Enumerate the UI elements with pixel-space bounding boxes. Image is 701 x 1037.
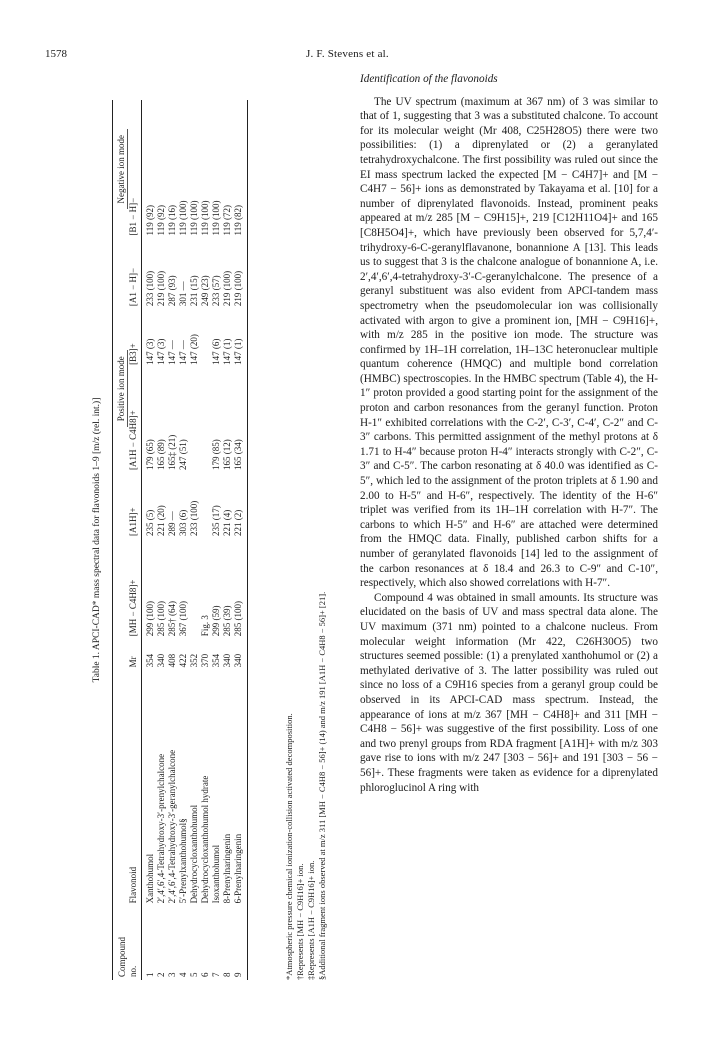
col-no-head: no. bbox=[128, 906, 142, 980]
footnote: †Represents [MH − C9H16]+ ion. bbox=[295, 863, 305, 980]
footnote: §Additional fragment ions observed at m/z 311 [MH − C4H8 − 56]+ (14) and m/z 191 [A1H − C4H8 − 56]+ [21]. bbox=[317, 591, 327, 980]
table-row: 3 2′,4′,6′,4-Tetrahydroxy-3′-geranylchalcone 408 285† (64) 289 — 165‡ (21) 147 — 287 (93) 119 (16) bbox=[167, 205, 177, 977]
table-footnotes bbox=[284, 100, 328, 980]
rotated-table-region bbox=[88, 100, 348, 980]
col-compound-head: Compound bbox=[113, 906, 129, 980]
col-b3-head: [B3]+ bbox=[128, 309, 142, 368]
col-a1-neg-head: [A1 − H]− bbox=[128, 238, 142, 309]
page-number: 1578 bbox=[45, 48, 67, 60]
table-caption: Table 1. APCI-CAD* mass spectral data for flavonoids 1–9 [m/z (rel. int.)] bbox=[92, 397, 102, 683]
col-flavonoid-head: Flavonoid bbox=[128, 670, 142, 906]
col-mr-head: Mr bbox=[128, 639, 142, 670]
col-b1-neg-head: [B1 − H]− bbox=[128, 100, 142, 238]
table-row: 1 Xanthohumol 354 299 (100) 235 (5) 179 (65) 147 (3) 233 (100) 119 (92) bbox=[145, 205, 155, 977]
footnote: ‡Represents [A1H − C9H16]+ ion. bbox=[306, 860, 316, 980]
table-row: 9 6-Prenylnaringenin 340 285 (100) 221 (2) 165 (34) 147 (1) 219 (100) 119 (82) bbox=[233, 100, 248, 980]
right-text-column bbox=[360, 72, 658, 795]
body-paragraph: The UV spectrum (maximum at 367 nm) of 3 was similar to that of 1, suggesting that 3 was a substituted chalcone. To account for its molecular weight (Mr 408, C25H28O5) there were two possibilities: (1) a diprenylated or (2) a geranylated tetrahydroxychalcone. The first possibility was ruled out since the EI mass spectrum lacked the expected [M − C4H7]+ and [M − C4H7 − 56]+ ions as demonstrated by Takayama et al. [10] for a number of diprenylated flavonoids. Instead, prominent peaks appeared at m/z 285 [M − C9H15]+, 219 [C12H11O4]+ and 165 [C8H5O4]+, which have previously been observed for 5,7,4′-trihydroxy-6-C-geranylflavanone, bonannione A [13]. This leads us to suggest that 3 is the chalcone analogue of bonannione A, i.e. 2′,4′,6′,4-tetrahydroxy-3′-C-geranylchalcone. The presence of a geranyl substituent was also evident from APCI-tandem mass spectrometry when the pseudomolecular ion was collisionally activated with argon to give a prominent ion, [MH − C9H16]+, with m/z 285 in the positive ion mode. The structure was confirmed by 1H–1H correlation, 1H–13C heteronuclear multiple quantum coherence (HMQC) and multiple bond correlation (HMBC) spectroscopies. In the HMBC spectrum (Table 4), the H-1″ proton provided a good starting point for the assignment of the proton and carbon resonances from the geranyl function. Proton H-1″ exhibited correlations with the C-2′, C-3′, C-4′, C-2″ and C-3″ carbons. This permitted assignment of the methyl protons at δ 1.71 to H-4″ because proton H-4″ interacts strongly with C-2″, C-3″ and C-5″. The carbon resonating at δ 40.0 was identified as C-5″, which led to the assignment of the proton triplets at δ 1.90 and 2.00 to H-5″ and H-6″, respectively. The identity of the H-6″ triplet was verified from its 1H–1H correlation with H-7″. The carbons to which H-5″ and H-6″ are attached were determined from the HMQC data. Finally, published carbon shifts for a number of geranylated flavonoids [14] led to the assignment of the carbon resonances at δ 18.4 and 26.3 to C-9″ and C-10″, respectively, which also showed correlations with H-7″. bbox=[360, 95, 658, 590]
mass-spectral-table bbox=[112, 100, 248, 980]
running-header-authors: J. F. Stevens et al. bbox=[306, 48, 389, 60]
col-a1h-c4h8-head: [A1H − C4H8]+ bbox=[128, 368, 142, 473]
table-1 bbox=[88, 100, 348, 980]
footnote: *Atmospheric pressure chemical ionization-collision activated decomposition. bbox=[284, 713, 294, 980]
table-row: 4 5′-Prenylxanthohumol§ 422 367 (100) 303 (6) 247 (51) 147 — 301 — 119 (100) bbox=[178, 200, 188, 977]
table-row: 6 Dehydrocycloxanthohumol hydrate 370 Fig. 3 249 (23) 119 (100) bbox=[200, 200, 210, 977]
body-paragraph: Compound 4 was obtained in small amounts. Its structure was elucidated on the basis of UV and mass spectral data alone. The UV maximum (371 nm) pointed to a chalcone nucleus. From molecular weight information (Mr 422, C26H30O5) two structures seemed possible: (1) a prenylated xanthohumol or (2) a methylated derivative of 3. The latter possibility was ruled out since no loss of a C9H16 species from a geranyl group could be observed in its APCI-CAD mass spectrum. Instead, the appearance of ions at m/z 367 [MH − C4H8]+ and 311 [MH − C4H8 − 56]+ was suggestive of the first possibility. Loss of one and two prenyl groups from RDA fragment [A1H]+ with m/z 303 gave rise to ions with m/z 247 [303 − 56]+ and 191 [303 − 56 − 56]+. These fragments were taken as evidence for a diprenylated phloroglucinol A ring with bbox=[360, 591, 658, 794]
positive-mode-head: Positive ion mode bbox=[113, 238, 129, 538]
section-title: Identification of the flavonoids bbox=[360, 73, 498, 85]
table-row: 7 Isoxanthohumol 354 299 (59) 235 (17) 179 (85) 147 (6) 233 (57) 119 (100) bbox=[211, 200, 221, 977]
table-row: 2 2′,4′,6′,4-Tetrahydroxy-3′-prenylchalcone 340 285 (100) 221 (20) 165 (89) 147 (3) 219 (100) 119 (92) bbox=[156, 205, 166, 977]
negative-mode-head: Negative ion mode bbox=[113, 100, 129, 238]
col-mh-head: [MH − C4H8]+ bbox=[128, 539, 142, 639]
col-a1h-head: [A1H]+ bbox=[128, 473, 142, 539]
table-row: 8 8-Prenylnaringenin 340 285 (39) 221 (4) 165 (12) 147 (1) 219 (100) 119 (72) bbox=[222, 205, 232, 977]
table-row: 5 Dehydrocycloxanthohumol 352 233 (100) 147 (20) 231 (15) 119 (100) bbox=[189, 200, 199, 977]
